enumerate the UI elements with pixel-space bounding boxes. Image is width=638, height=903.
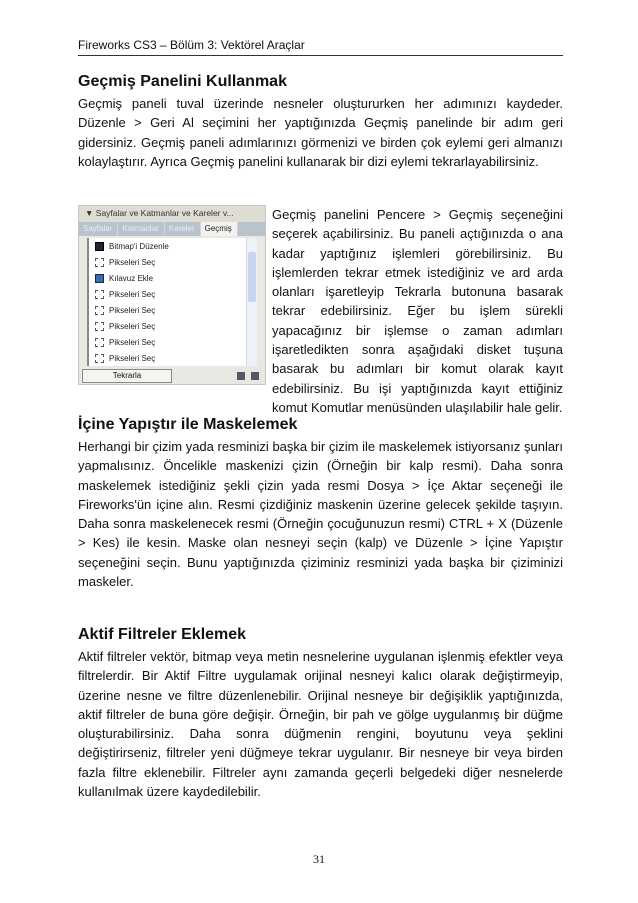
marquee-icon [95, 306, 104, 315]
marquee-icon [95, 322, 104, 331]
item-label: Pikseleri Seç [109, 337, 156, 347]
item-label: Pikseleri Seç [109, 321, 156, 331]
copy-steps-icon[interactable] [237, 372, 245, 380]
item-label: Pikseleri Seç [109, 289, 156, 299]
page-number: 31 [313, 852, 325, 866]
list-item[interactable] [89, 254, 257, 270]
paragraph-history-panel: Geçmiş panelini Pencere > Geçmiş seçeneğini seçerek açabilirsiniz. Bu paneli açtığınızda o ana kadar yaptığınız işlemleri görebilirsiniz. Bu işlemlerden tekrar etmek istediğiniz ve ard arda olanları işaretleyip Tekrarla butonuna basarak tekrar edebilirsiniz. Eğer bu işlem sürekli yapacağınız bir işlemse o zaman adımları işaretledikten sonra aşağıdaki disket tuşuna basarak bu adımları bir komut olarak kayıt edebilirsiniz. Bu işi yaptığınızda kayıt ettiğiniz komut Komutlar menüsünden ulaşılabilir hale gelir. [272, 207, 563, 415]
section-heading-paste-inside: İçine Yapıştır ile Maskelemek [78, 416, 298, 433]
scrollbar[interactable] [246, 238, 257, 366]
list-item[interactable] [89, 270, 257, 286]
tab-pages[interactable]: Sayfalar [79, 222, 118, 236]
history-list [87, 238, 257, 366]
panel-footer [79, 368, 265, 384]
panel-title: ▼ Sayfalar ve Katmanlar ve Kareler v... [79, 206, 265, 222]
section-heading-live-filters: Aktif Filtreler Eklemek [78, 626, 247, 643]
header-rule [78, 55, 563, 56]
item-label: Pikseleri Seç [109, 257, 156, 267]
list-item[interactable] [89, 238, 257, 254]
paragraph-paste-inside: Herhangi bir çizim yada resminizi başka bir çizim ile maskelemek istiyorsanız şunları yapmalısınız. Öncelikle maskenizi çizin (Örneğin bir kalp resmi). Daha sonra maskelemek istediğiniz şekli çizin yada resmi Dosya > İçe Aktar seçeneği ile Fireworks'ün içine alın. Resmi çizdiğiniz maskenin üzerine gelecek şekilde taşıyın. Daha sonra maskelenecek resmi (Örneğin çocuğunuzun resmi) CTRL + X (Düzenle > Kes) ile kesin. Maske olan nesneyi seçin (kalp) ve Düzenle > İçine Yapıştır seçeneğini seçin. Bunu yaptığınızda çiziminiz resminizi yada başka bir çiziminizi maskeler. [78, 439, 563, 590]
marquee-icon [95, 354, 104, 363]
item-label: Kılavuz Ekle [109, 273, 154, 283]
item-label: Pikseleri Seç [109, 353, 156, 363]
list-item[interactable] [89, 286, 257, 302]
save-disk-icon[interactable] [251, 372, 259, 380]
item-label: Pikseleri Seç [109, 305, 156, 315]
item-label: Bitmap'i Düzenle [109, 241, 169, 251]
paragraph-live-filters: Aktif filtreler vektör, bitmap veya metin nesnelerine uygulanan işlenmiş efektler veya filtrelerdir. Bir Aktif Filtre uygulamak orijinal nesneyi kalıcı olarak değiştirmeyip, üzerine nesne ve filtre düzenlenebilir. Orijinal nesneye bir değişiklik yaptığınızda, aktif filtreler de buna göre değişir. Örneğin, bir pah ve gölge uygulanmış bir düğme oluşturabilirsiniz. Daha sonra düğmenin rengini, boyutunu veya şeklini değiştirirseniz, filtreler yeni düğmeye tekrar uygulanır. Bir nesneye bir veya birden fazla filtre eklenebilir. Filtreler aynı zamanda geçerli belgedeki diğer nesnelerde kullanılmak üzere kaydedilebilir. [78, 649, 563, 800]
running-header: Fireworks CS3 – Bölüm 3: Vektörel Araçlar [78, 38, 305, 52]
tab-frames[interactable]: Kareler [165, 222, 201, 236]
marquee-icon [95, 290, 104, 299]
tab-layers[interactable]: Katmanlar [118, 222, 164, 236]
replay-button[interactable]: Tekrarla [82, 369, 172, 383]
list-item[interactable] [89, 334, 257, 350]
marquee-icon [95, 338, 104, 347]
history-panel-screenshot [78, 205, 266, 385]
guide-icon [95, 274, 104, 283]
tab-history[interactable]: Geçmiş [201, 222, 238, 236]
list-item[interactable] [89, 302, 257, 318]
panel-tabs [79, 222, 265, 236]
scrollbar-thumb[interactable] [248, 252, 256, 302]
section-heading-history: Geçmiş Panelini Kullanmak [78, 73, 287, 90]
marquee-icon [95, 258, 104, 267]
list-item[interactable] [89, 318, 257, 334]
paragraph-history: Geçmiş paneli tuval üzerinde nesneler oluştururken her adımınızı kaydeder. Düzenle > Geri Al seçimini her yaptığınızda Geçmiş panelinde bir adım geri gidersiniz. Geçmiş paneli adımlarınızı görmenizi ve birden çok eylemi geri almanızı kolaylaştırır. Ayrıca Geçmiş panelini kullanarak bir dizi eylemi tekrarlayabilirsiniz. [78, 96, 563, 169]
edit-bitmap-icon [95, 242, 104, 251]
list-item[interactable] [89, 350, 257, 366]
